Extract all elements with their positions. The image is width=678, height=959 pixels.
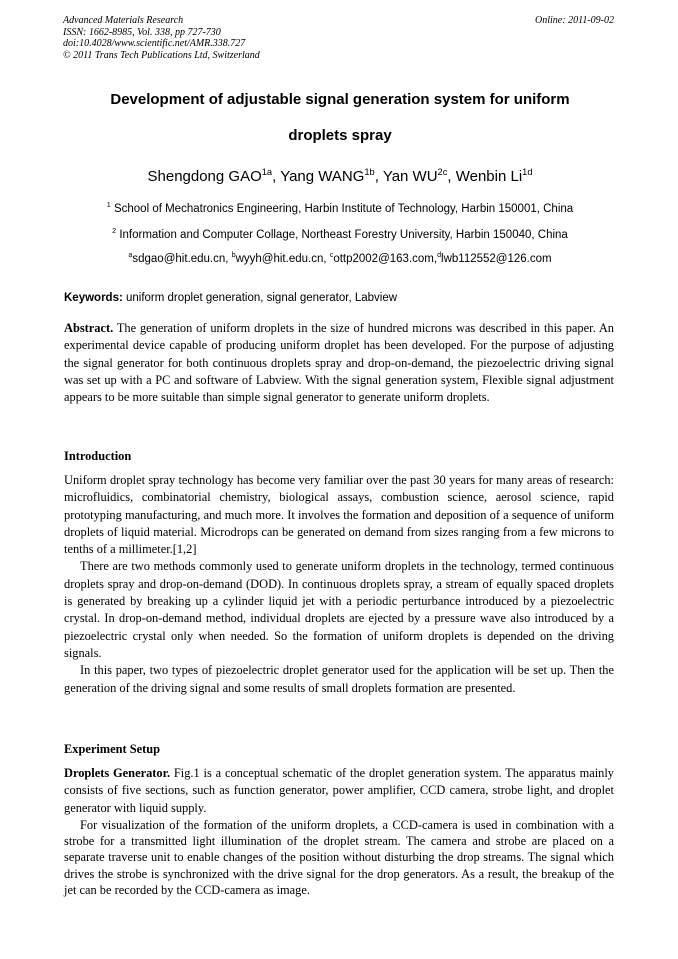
affiliation-text: School of Mechatronics Engineering, Harbin Institute of Technology, Harbin 150001, China	[110, 203, 574, 215]
email-sup: c	[329, 251, 334, 260]
author-sup: 1b	[364, 167, 375, 177]
email-sup: d	[437, 251, 442, 260]
paper-title-line-2: droplets spray	[288, 127, 392, 144]
affiliation-sup: 2	[112, 227, 117, 236]
email-sep: ,	[225, 253, 232, 265]
email-sup: b	[231, 251, 236, 260]
doi-line: doi:10.4028/www.scientific.net/AMR.338.727	[63, 38, 246, 49]
issn-line: ISSN: 1662-8985, Vol. 338, pp 727-730	[63, 26, 221, 38]
journal-header	[63, 15, 260, 61]
experiment-setup-heading: Experiment Setup	[64, 742, 161, 756]
author-name: Shengdong GAO	[147, 168, 262, 185]
keywords-label: Keywords:	[64, 292, 123, 304]
affiliation-2	[60, 229, 620, 241]
abstract-text: The generation of uniform droplets in the size of hundred microns was described in this paper. An experimental device capable of producing uniform droplet has been developed. For the purpose of adjusting the signal generator for both continuous droplets spray and drop-on-demand, the piezoelectric driving signal was set up with a PC and software of Labview. With the signal generation system, Flexible signal adjustment appears to be more suitable than simple signal generator to generate uniform droplets.	[64, 321, 614, 405]
author-name: Wenbin Li	[455, 168, 523, 185]
abstract	[64, 320, 614, 406]
author-name: Yang WANG	[280, 168, 365, 185]
email-sup: a	[128, 251, 133, 260]
copyright-line: © 2011 Trans Tech Publications Ltd, Switzerland	[63, 49, 260, 61]
email-list	[60, 253, 620, 265]
email: ottp2002@163.com,	[333, 253, 438, 265]
online-date: Online: 2011-09-02	[535, 15, 614, 26]
journal-name: Advanced Materials Research	[63, 15, 184, 26]
subsection-label: Droplets Generator.	[64, 766, 171, 780]
author-sup: 1d	[522, 167, 533, 177]
author-list	[60, 168, 620, 185]
paragraph: In this paper, two types of piezoelectric droplet generator used for the application will be set up. Then the generation of the driving signal and some results of small droplets formation are presented.	[64, 663, 614, 695]
affiliation-1	[60, 203, 620, 215]
paragraph: There are two methods commonly used to generate uniform droplets in the technology, termed continuous droplets spray and drop-on-demand (DOD). In continuous droplets spray, a stream of equally spaced droplets is generated by breaking up a cylinder liquid jet with a periodic perturbance introduced by a piezoelectric crystal. In drop-on-demand method, individual droplets are ejected by a pressure wave also introduced by a piezoelectric crystal only when needed. So the formation of uniform droplets is depended on the driving signals.	[64, 559, 614, 660]
email: sdgao@hit.edu.cn	[132, 253, 226, 265]
keywords-text: uniform droplet generation, signal generator, Labview	[122, 292, 398, 304]
experiment-setup-body	[64, 765, 614, 898]
email-sep: ,	[323, 253, 330, 265]
email: lwb112552@126.com	[441, 253, 552, 265]
author-sep: ,	[374, 168, 383, 185]
affiliation-sup: 1	[106, 201, 111, 210]
abstract-label: Abstract.	[64, 321, 114, 335]
keywords	[64, 292, 614, 304]
affiliation-text: Information and Computer Collage, Northeast Forestry University, Harbin 150040, China	[116, 229, 568, 241]
author-sup: 2c	[437, 167, 448, 177]
paper-title-line-1: Development of adjustable signal generation system for uniform	[110, 91, 570, 108]
introduction-body	[64, 472, 614, 697]
paragraph: For visualization of the formation of the uniform droplets, a CCD-camera is used in combination with a strobe for a transmitted light illumination of the droplet stream. The camera and strobe are placed on a separate traverse unit to enable changes of the position without disturbing the drop streams. The signal which drives the strobe is synchronized with the drive signal for the drop generators. As a result, the breakup of the jet can be recorded by the CCD-camera as image.	[64, 817, 614, 897]
paragraph	[64, 765, 614, 817]
author-name: Yan WU	[382, 168, 438, 185]
paragraph: Uniform droplet spray technology has become very familiar over the past 30 years for many areas of research: microfluidics, combinatorial chemistry, biological assays, combustion science, aerosol science, rapid prototyping manufacturing, and much more. It involves the formation and deposition of a sequence of uniform droplets of liquid material. Microdrops can be generated on demand from sizes ranging from a few microns to tenths of a millimeter.[1,2]	[64, 473, 614, 557]
paragraph-text: Fig.1 is a conceptual schematic of the droplet generation system. The apparatus mainly consists of five sections, such as function generator, power amplifier, CCD camera, strobe light, and droplet generator with liquid supply.	[64, 766, 614, 815]
introduction-heading: Introduction	[64, 449, 132, 463]
author-sup: 1a	[261, 167, 273, 177]
author-sep: ,	[447, 168, 456, 185]
email: wyyh@hit.edu.cn	[235, 253, 324, 265]
author-sep: ,	[272, 168, 281, 185]
